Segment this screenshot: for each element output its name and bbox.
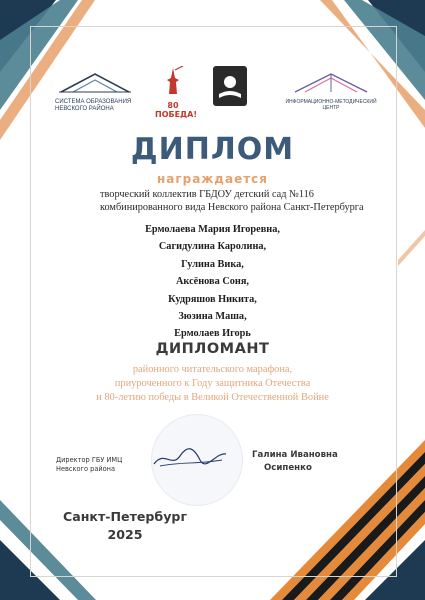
signer-name-line: Галина Ивановна (252, 450, 338, 460)
footer-year: 2025 (107, 527, 143, 542)
awarded-subtitle: награждается (157, 172, 268, 186)
names-list (0, 221, 425, 343)
name-item: Зюзина Маша, (178, 311, 247, 323)
logos-row (55, 66, 377, 119)
victory-80-logo (155, 66, 198, 119)
reason-line: и 80-летию победы в Великой Отечественной Войне (96, 392, 329, 403)
signer-position-line: Директор ГБУ ИМЦ (56, 456, 123, 464)
signer-name-line: Осипенко (264, 463, 312, 473)
victory-80-label: 80 ПОБЕДА! (155, 101, 198, 119)
footer-city: Санкт-Петербург (62, 509, 188, 524)
methodical-center-logo (285, 72, 377, 111)
signer-name (252, 449, 372, 475)
center-emblem-logo (213, 66, 247, 106)
name-item: Кудряшов Никита, (168, 293, 257, 305)
signer-position (56, 456, 166, 474)
award-status: ДИПЛОМАНТ (155, 341, 270, 357)
name-item: Ермолаева Мария Игоревна, (145, 224, 280, 235)
methodical-center-label: ИНФОРМАЦИОННО-МЕТОДИЧЕСКИЙ ЦЕНТР (285, 99, 377, 111)
diploma-title: ДИПЛОМ (130, 132, 295, 167)
footer-location (25, 508, 225, 544)
education-system-label: СИСТЕМА ОБРАЗОВАНИЯ НЕВСКОГО РАЙОНА (55, 99, 132, 112)
name-item: Аксёнова Соня, (175, 276, 250, 288)
name-item: Сагидулина Каролина, (158, 241, 267, 253)
bridge-icon (55, 70, 135, 94)
reason-line: приуроченного к Году защитника Отечества (114, 378, 311, 389)
award-reason (0, 363, 425, 405)
education-system-logo (55, 70, 135, 110)
recipient-text: творческий коллектив ГБДОУ детский сад №116 комбинированного вида Невского района Санкт-Петербурга (100, 189, 364, 213)
signer-position-line: Невского района (56, 465, 116, 473)
reason-line: районного читательского марафона, (132, 364, 293, 375)
name-item: Ермолаев Игорь (174, 328, 251, 340)
name-item: Гулина Вика, (181, 258, 244, 270)
cable-bridge-icon (285, 72, 377, 94)
motherland-statue-icon (155, 66, 191, 96)
open-book-icon (213, 66, 247, 106)
